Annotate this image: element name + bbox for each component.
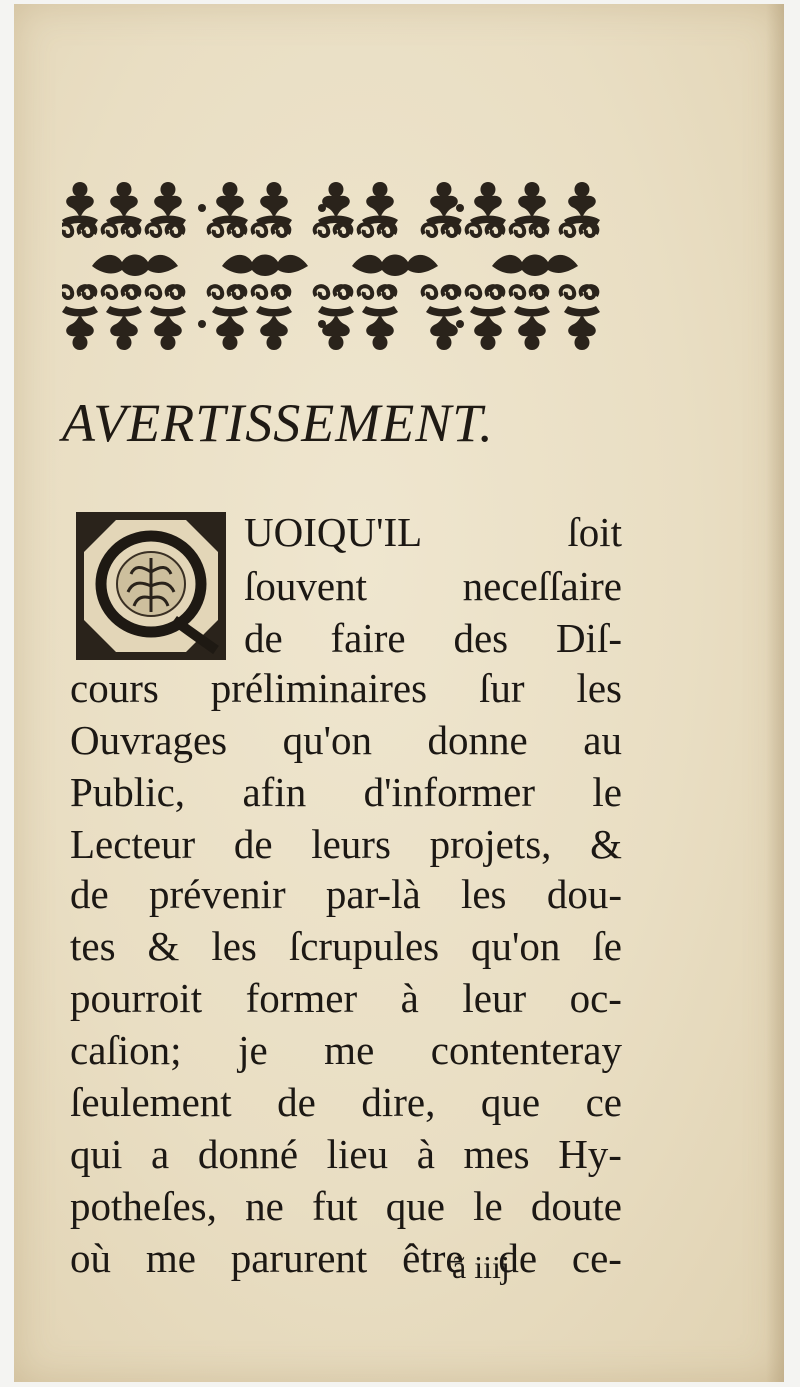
text-line [70,1076,622,1128]
word: ſe [592,923,622,969]
word: les [460,871,507,917]
word: ne [245,1183,284,1229]
word: former [245,975,358,1021]
fleuron-band-ornament-icon [62,178,624,356]
word: & [147,923,180,969]
word: ſouvent [244,563,367,609]
word: ſeulement [70,1079,232,1125]
word: de [233,821,273,867]
page-edge-shadow [766,4,784,1382]
word: par-là [325,871,421,917]
word: d'informer [363,769,535,815]
word: qui [70,1131,123,1177]
word: doute [530,1183,622,1229]
word: ſur [478,665,525,711]
word: dire, [361,1079,436,1125]
text-line [70,868,622,920]
word: je [238,1027,268,1073]
word: donne [427,717,528,763]
text-line [70,766,622,818]
text-line [70,818,622,870]
word: a [151,1131,170,1177]
word: qu'on [282,717,373,763]
word: que [480,1079,541,1125]
word: cours [70,665,159,711]
text-line [70,662,622,714]
word: Public, [70,769,186,815]
text-line [70,1024,622,1076]
word: prévenir [149,871,286,917]
text-line [70,1180,622,1232]
word: lieu [326,1131,389,1177]
word: qu'on [471,923,561,969]
word: UOIQU'IL [244,509,423,555]
word: mes [463,1131,530,1177]
text-line [70,1128,622,1180]
word: être [402,1235,464,1281]
word: les [576,665,622,711]
word: de [70,871,109,917]
word: Hy- [558,1131,622,1177]
decorated-initial-q-icon [76,512,226,660]
word: de [277,1079,316,1125]
word: Ouvrages [70,717,228,763]
word: faire [330,615,406,661]
text-line [244,506,622,558]
word: potheſes, [70,1183,217,1229]
word: que [385,1183,445,1229]
word: oc- [569,975,622,1021]
word: ce [585,1079,622,1125]
text-line [244,612,622,664]
text-line [70,972,622,1024]
word: dou- [546,871,622,917]
word: Lecteur [70,821,196,867]
catchword-signature: ã iiij [452,1249,510,1285]
word: où [70,1235,111,1281]
word: & [590,821,622,867]
word: le [592,769,622,815]
word: caſion; [70,1027,182,1073]
word: neceſſaire [462,563,622,609]
word: pourroit [70,975,203,1021]
word: ſoit [567,509,622,555]
text-line [70,920,622,972]
word: de [498,1235,538,1281]
word: Diſ- [555,615,622,661]
word: les [211,923,257,969]
word: au [583,717,622,763]
word: afin [242,769,307,815]
word: ce- [571,1235,622,1281]
word: préliminaires [210,665,428,711]
text-line [70,714,622,766]
word: le [473,1183,503,1229]
word: à [416,1131,435,1177]
word: des [453,615,509,661]
page-title: AVERTISSEMENT. [62,393,494,453]
word: contenteray [430,1027,622,1073]
word: leurs [311,821,391,867]
word: de [244,615,283,661]
word: tes [70,923,116,969]
word: me [324,1027,375,1073]
word: parurent [230,1235,368,1281]
word: me [145,1235,196,1281]
text-line [244,560,622,612]
word: projets, [429,821,552,867]
word: à [400,975,419,1021]
word: fut [311,1183,358,1229]
word: donné [197,1131,299,1177]
word: ſcrupules [288,923,440,969]
word: leur [462,975,527,1021]
